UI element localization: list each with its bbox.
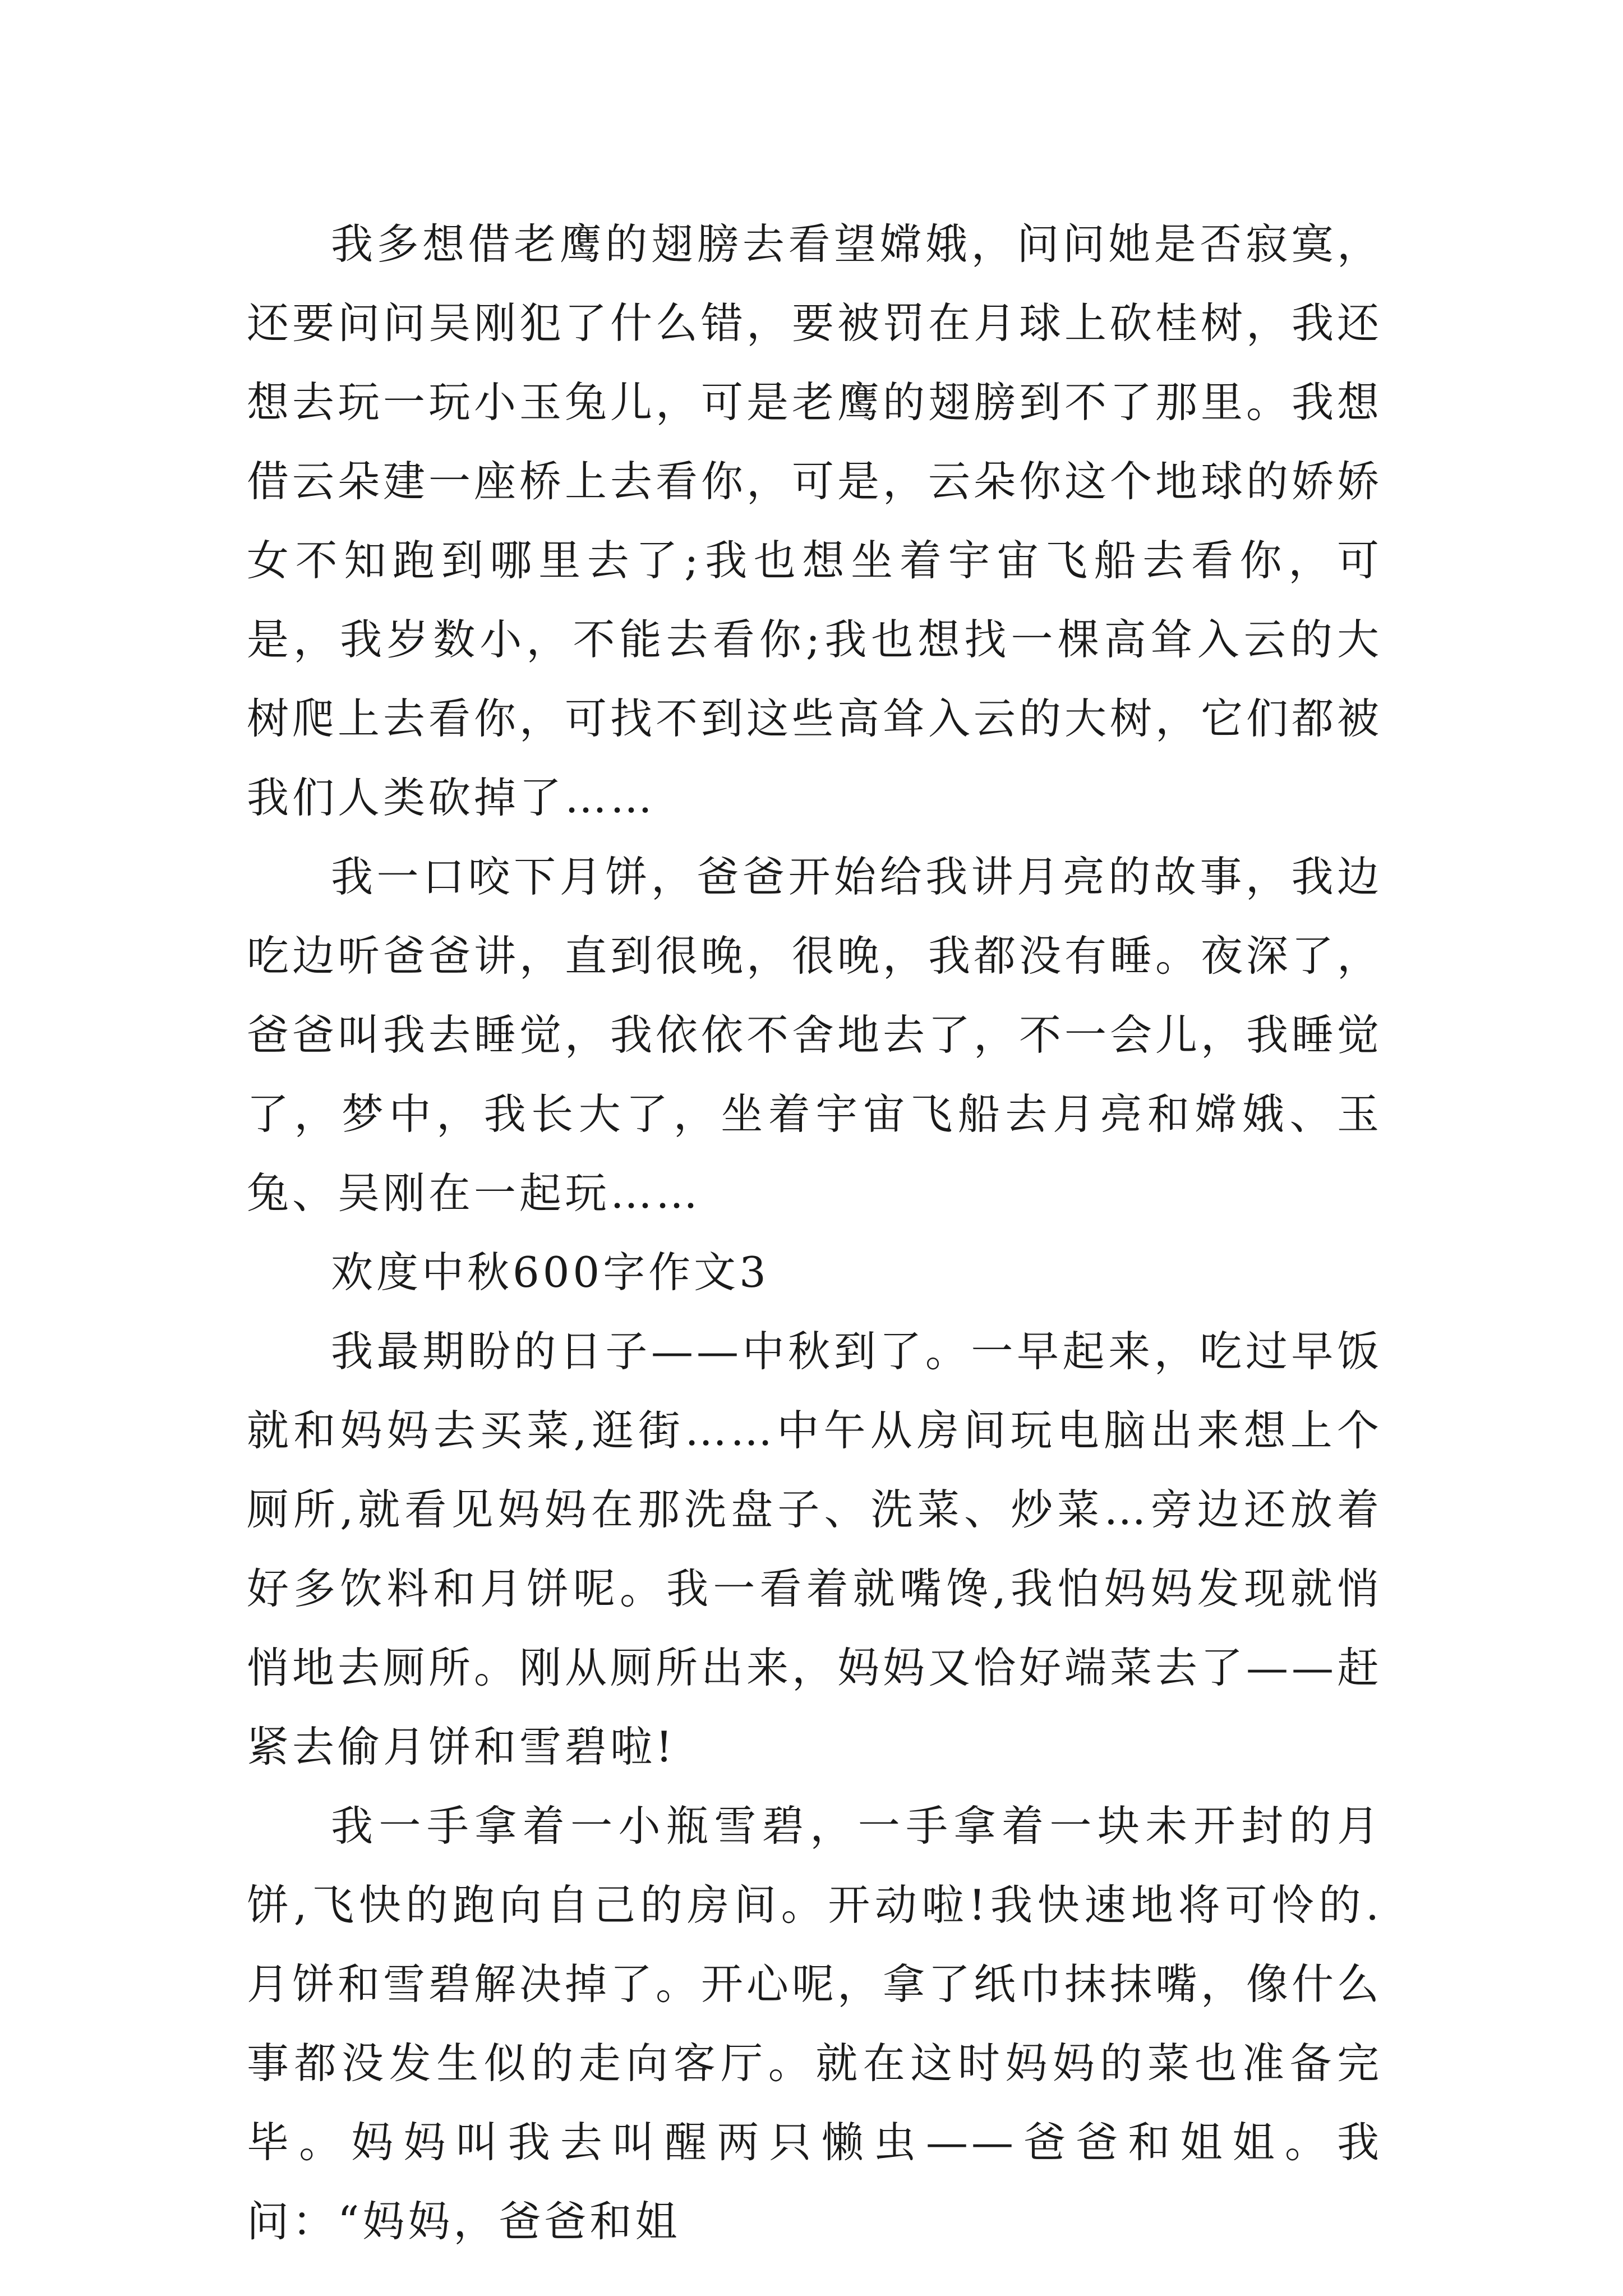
paragraph-4: 我一手拿着一小瓶雪碧，一手拿着一块未开封的月饼,飞快的跑向自己的房间。开动啦!我快速地将可怜的.月饼和雪碧解决掉了。开心呢，拿了纸巾抹抹嘴，像什么事都没发生似的走向客厅。就在这时妈妈的菜也准备完毕。妈妈叫我去叫醒两只懒虫——爸爸和姐姐。我问：“妈妈，爸爸和姐	[247, 1801, 1383, 2246]
document-body	[247, 205, 1382, 2261]
paragraph-1: 我多想借老鹰的翅膀去看望嫦娥，问问她是否寂寞，还要问问吴刚犯了什么错，要被罚在月球上砍桂树，我还想去玩一玩小玉兔儿，可是老鹰的翅膀到不了那里。我想借云朵建一座桥上去看你，可是，云朵你这个地球的娇娇女不知跑到哪里去了;我也想坐着宇宙飞船去看你，可是，我岁数小，不能去看你;我也想找一棵高耸入云的大树爬上去看你，可找不到这些高耸入云的大树，它们都被我们人类砍掉了……	[247, 219, 1383, 822]
paragraph-2: 我一口咬下月饼，爸爸开始给我讲月亮的故事，我边吃边听爸爸讲，直到很晚，很晚，我都没有睡。夜深了，爸爸叫我去睡觉，我依依不舍地去了，不一会儿，我睡觉了，梦中，我长大了，坐着宇宙飞船去月亮和嫦娥、玉兔、吴刚在一起玩……	[247, 852, 1383, 1218]
paragraph-3: 我最期盼的日子——中秋到了。一早起来，吃过早饭就和妈妈去买菜,逛街……中午从房间玩电脑出来想上个厕所,就看见妈妈在那洗盘子、洗菜、炒菜…旁边还放着好多饮料和月饼呢。我一看着就嘴馋,我怕妈妈发现就悄悄地去厕所。刚从厕所出来，妈妈又恰好端菜去了——赶紧去偷月饼和雪碧啦!	[247, 1327, 1383, 1772]
section-heading: 欢度中秋600字作文3	[331, 1248, 769, 1297]
